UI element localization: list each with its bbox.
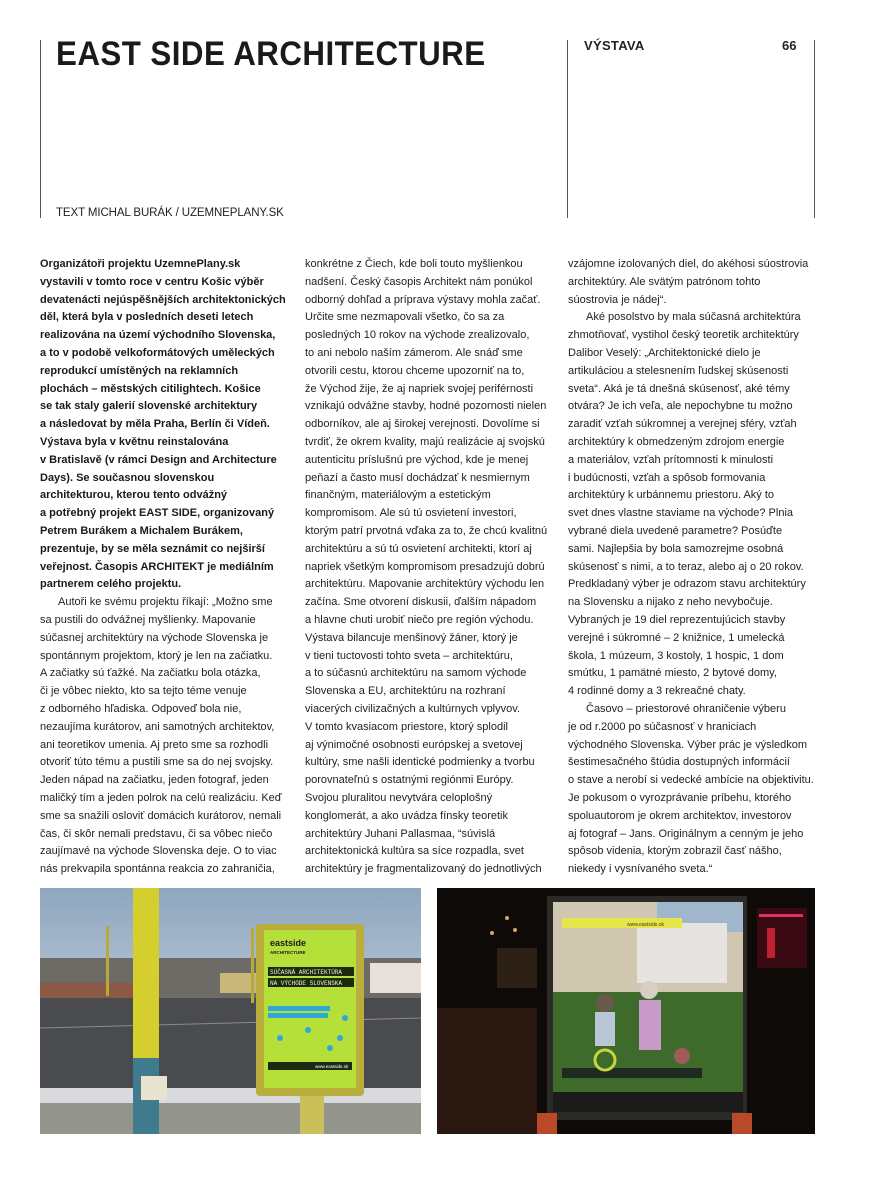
text-line: architektonická kultúra sa síce rozpadla, svet [305, 845, 524, 858]
text-line: v tieni tuctovosti tohto sveta – architektúru, [305, 649, 513, 662]
text-line: finančným, materiálovým a estetickým [305, 489, 491, 502]
text-line: Výstava byla v květnu reinstalována [40, 435, 229, 448]
photo-daytime-citylight [40, 888, 421, 1134]
text-line: spoluautorom je okrem architektov, investorov [568, 809, 792, 822]
text-line: realizována na území východního Slovenska, [40, 329, 276, 342]
text-line: architekturou, kterou tento odvážný [40, 489, 228, 502]
text-line: i budúcnosti, vzťah a spôsob formovania [568, 471, 766, 484]
text-line: Slovenska a EU, architektúru na rozhraní [305, 685, 506, 698]
text-line: aj výnimočné osobnosti európskej a svetovej [305, 738, 523, 751]
text-line: architektúry Juhani Pallasmaa, “súvislá [305, 827, 496, 840]
text-line: sveta“. Aká je tá dnešná skúsenosť, aké témy [568, 382, 790, 395]
svg-text:eastside: eastside [270, 938, 307, 948]
text-line: otvoriť túto tému a pustili sme sa do nej svojsky. [40, 756, 274, 769]
text-line: porovnateľnú s ostatnými regiónmi Európy. [305, 774, 514, 787]
text-line: Organizátoři projektu UzemnePlany.sk [40, 258, 241, 270]
text-line: sami. Najlepšia by bola samozrejme osobná [568, 542, 784, 555]
text-line: či je vôbec niekto, kto sa tejto téme venuje [40, 685, 247, 698]
text-line: a následovat by měla Praha, Berlín či Vídeň. [40, 418, 270, 431]
text-line: začína. Sme otvorení diskusii, ďalším nápadom [305, 596, 537, 609]
text-line: verejné i súkromné – 2 knižnice, 1 umelecká [568, 631, 785, 644]
section-label: VÝSTAVA [584, 38, 645, 53]
text-line: se tak staly galerií slovenské architektury [40, 400, 258, 413]
text-line: autenticitu príslušnú pre východ, kde je menej [305, 453, 529, 466]
text-line: vystavili v tomto roce v centru Košic výběr [40, 275, 264, 288]
text-line: konkrétne z Čiech, kde boli touto myšlienkou [305, 258, 523, 270]
text-line: ani teoretikov umenia. Aj preto sme sa rozhodli [40, 738, 269, 751]
text-line: veřejnost. Časopis ARCHITEKT je mediálním [40, 560, 274, 573]
text-line: Svojou pluralitou nevytvára celoplošný [305, 791, 493, 804]
text-line: architektúry k urbánnemu priestoru. Aký to [568, 489, 775, 502]
text-line: v Bratislavě (v rámci Design and Architecture [40, 453, 277, 466]
paragraph [40, 594, 302, 879]
text-line: napriek všetkým kompromisom presadzujú dobrú [305, 560, 545, 573]
text-line: skúsenosť s nimi, a to teraz, alebo aj o 20 rokov. [568, 560, 804, 573]
text-line: odborníkov, ale aj širokej verejnosti. Dovolíme si [305, 418, 540, 431]
text-line: nadšení. Český časopis Architekt nám ponúkol [305, 275, 533, 288]
text-line: a materiálov, vzťah prítomnosti k minulosti [568, 453, 774, 466]
text-line: 4 rodinné domy a 3 rekreačné chaty. [568, 685, 746, 698]
text-line: kultúry, sme našli identické podmienky a tvorbu [305, 756, 535, 769]
text-line: děl, která byla v posledních deseti letech [40, 311, 254, 324]
text-line: a potřebný projekt EAST SIDE, organizovaný [40, 507, 275, 520]
text-line: niekedy i vysnívaného sveta.“ [568, 863, 713, 876]
night-scene-image [437, 888, 815, 1134]
text-line: plochách – městských citilightech. Košice [40, 382, 261, 395]
text-line: smútku, 1 pamätné miesto, 2 bytové domy, [568, 667, 777, 680]
text-line: zaradiť vzťah súkromnej a verejnej sféry, vzťah [568, 418, 797, 431]
text-line: škola, 1 múzeum, 3 kostoly, 1 hospic, 1 dom [568, 649, 784, 662]
header-rule-left [40, 40, 41, 218]
paragraph [305, 256, 565, 879]
text-line: architektúru. Mapovanie architektúry východu len [305, 578, 545, 591]
text-line: vznikajú odvážne stavby, hodné pozornosti nielen [305, 400, 547, 413]
svg-text:ARCHITECTURE: ARCHITECTURE [270, 950, 306, 955]
paragraph [568, 256, 830, 309]
text-line: prezentuje, by se měla seznámit co nejširší [40, 542, 265, 555]
text-line: spontánnym projektom, ktorý je len na začiatku. [40, 649, 273, 662]
text-line: vzájomne izolovaných diel, do akéhosi súostrovia [568, 258, 809, 270]
text-line: viacerých civilizačných a kultúrnych vplyvov. [305, 702, 520, 715]
svg-text:www.eastside.sk: www.eastside.sk [627, 922, 664, 928]
paragraph [568, 701, 830, 879]
text-line: Určite sme nezmapovali všetko, čo sa za [305, 311, 505, 324]
page-number: 66 [782, 38, 797, 53]
text-line: Vybraných je 19 diel reprezentujúcich stavby [568, 613, 786, 626]
text-column-2 [305, 256, 565, 879]
text-line: otvorili cestu, ktorou chceme upozorniť na to, [305, 364, 525, 377]
paragraph [568, 309, 830, 701]
header-rule-middle [567, 40, 568, 218]
text-line: Predkladaný výber je odrazom stavu architektúry [568, 578, 806, 591]
svg-text:SÚČASNÁ ARCHITEKTÚRA: SÚČASNÁ ARCHITEKTÚRA [270, 969, 343, 976]
text-line: o stave a nerobí si vedecké ambície na objektivitu. [568, 774, 814, 787]
text-line: zaujímavé na východe Slovenska deje. O to viac [40, 845, 277, 858]
text-line: otvára? Je ich veľa, ale nepochybne tu možno [568, 400, 793, 413]
text-line: reprodukcí umístěných na reklamních [40, 364, 239, 377]
text-line: architektúry. Ale svätým patrónom tohto [568, 275, 761, 288]
text-column-1 [40, 256, 302, 879]
text-line: Aké posolstvo by mala súčasná architektúra [586, 311, 801, 324]
byline: TEXT MICHAL BURÁK / UZEMNEPLANY.SK [56, 207, 284, 219]
text-line: artikuláciou a stelesnením ľudskej skúsenosti [568, 364, 789, 377]
photo-night-citylight [437, 888, 815, 1134]
text-line: ktorým patrí prvotná vďaka za to, že chcú kvalitnú [305, 524, 548, 537]
text-line: z odborného hľadiska. Odpoveď bola nie, [40, 702, 242, 715]
svg-text:NA VÝCHODE SLOVENSKA: NA VÝCHODE SLOVENSKA [270, 980, 343, 987]
text-line: a to v podobě velkoformátových uměleckých [40, 346, 275, 359]
text-line: konglomerát, a ako uvádza fínsky teoretik [305, 809, 508, 822]
text-line: Autoři ke svému projektu říkají: „Možno sme [58, 596, 273, 609]
text-line: sa pustili do odvážnej myšlienky. Mapovanie [40, 613, 256, 626]
text-line: Days). Se současnou slovenskou [40, 471, 215, 484]
text-line: nezaujíma kurátorov, ani samotných architektov, [40, 720, 275, 733]
text-line: Petrem Burákem a Michalem Burákem, [40, 524, 243, 537]
text-line: a hlavne chuti urobiť niečo pre región východu. [305, 613, 534, 626]
text-line: architektúry je fragmentalizovaný do jednotlivých [305, 863, 542, 876]
text-line: Časovo – priestorové ohraničenie výberu [586, 702, 786, 715]
text-line: architektúru a sú tú osvietení architekti, ktorí aj [305, 542, 532, 555]
text-line: peňazí a často musí dochádzať k nesmiernym [305, 471, 530, 484]
text-line: šestimesačného štúdia dostupných informácií [568, 756, 790, 769]
text-line: sme sa snažili osloviť domácich kurátorov, nemali [40, 809, 282, 822]
text-line: zhmotňovať, vystihol český teoretik architektúry [568, 329, 799, 342]
text-line: na Slovensku a nijako z neho nevybočuje. [568, 596, 773, 609]
text-line: architektúry k obmedzeným zdrojom energie [568, 435, 785, 448]
text-line: kompromisom. Ale sú tú osvietení investori, [305, 507, 517, 520]
text-line: Výstava bilancuje menšinový žáner, ktorý je [305, 631, 518, 644]
text-line: maličký tím a jeden polrok na celú realizáciu. Keď [40, 791, 282, 804]
text-line: východného Slovenska. Výber prác je výsledkom [568, 738, 808, 751]
text-line: je od r.2000 po súčasnosť v hraniciach [568, 720, 757, 733]
text-line: to ani nebolo naším zámerom. Ale snáď sme [305, 346, 523, 359]
text-line: spôsob videnia, ktorým zobrazil časť nášho, [568, 845, 782, 858]
paragraph [40, 256, 302, 594]
text-line: tvrdiť, že okrem kvality, majú realizácie aj svojskú [305, 435, 545, 448]
text-line: nás prekvapila spontánna reakcia zo zahraničia, [40, 863, 275, 876]
text-line: že Východ žije, že aj napriek svojej periférnosti [305, 382, 534, 395]
text-line: vybrané diela uvedené parametre? Posúďte [568, 524, 783, 537]
text-line: devatenácti nejúspěšnějších architektonických [40, 293, 286, 306]
svg-text:www.eastside.sk: www.eastside.sk [315, 1064, 349, 1069]
header-rule-right [814, 40, 815, 218]
text-line: súčasnej architektúry na východe Slovenska je [40, 631, 269, 644]
text-line: a to súčasnú architektúru na samom východe [305, 667, 527, 680]
text-line: Jeden nápad na začiatku, jeden fotograf, jeden [40, 774, 269, 787]
text-line: odborný dohľad a príprava výstavy mohla začať. [305, 293, 541, 306]
text-line: Dalibor Veselý: „Architektonické dielo je [568, 346, 761, 359]
text-line: Je pokusom o vyrozprávanie príbehu, ktorého [568, 791, 792, 804]
text-line: čas, či skôr nemali predstavu, či sa vôbec niečo [40, 827, 273, 840]
text-line: svet dnes vlastne staviame na východe? Plnia [568, 507, 794, 520]
text-line: posledných 10 rokov na východe zrealizovalo, [305, 329, 530, 342]
text-column-3 [568, 256, 830, 879]
text-line: partnerem celého projektu. [40, 578, 182, 591]
text-line: súostrovia je nádej“. [568, 293, 667, 306]
text-line: A začiatky sú ťažké. Na začiatku bola otázka, [40, 667, 261, 680]
text-line: V tomto kvasiacom priestore, ktorý splodil [305, 720, 508, 733]
article-title: EAST SIDE ARCHITECTURE [56, 35, 486, 73]
text-line: aj fotograf – Jans. Originálnym a cenným je jeho [568, 827, 804, 840]
street-scene-image [40, 888, 421, 1134]
